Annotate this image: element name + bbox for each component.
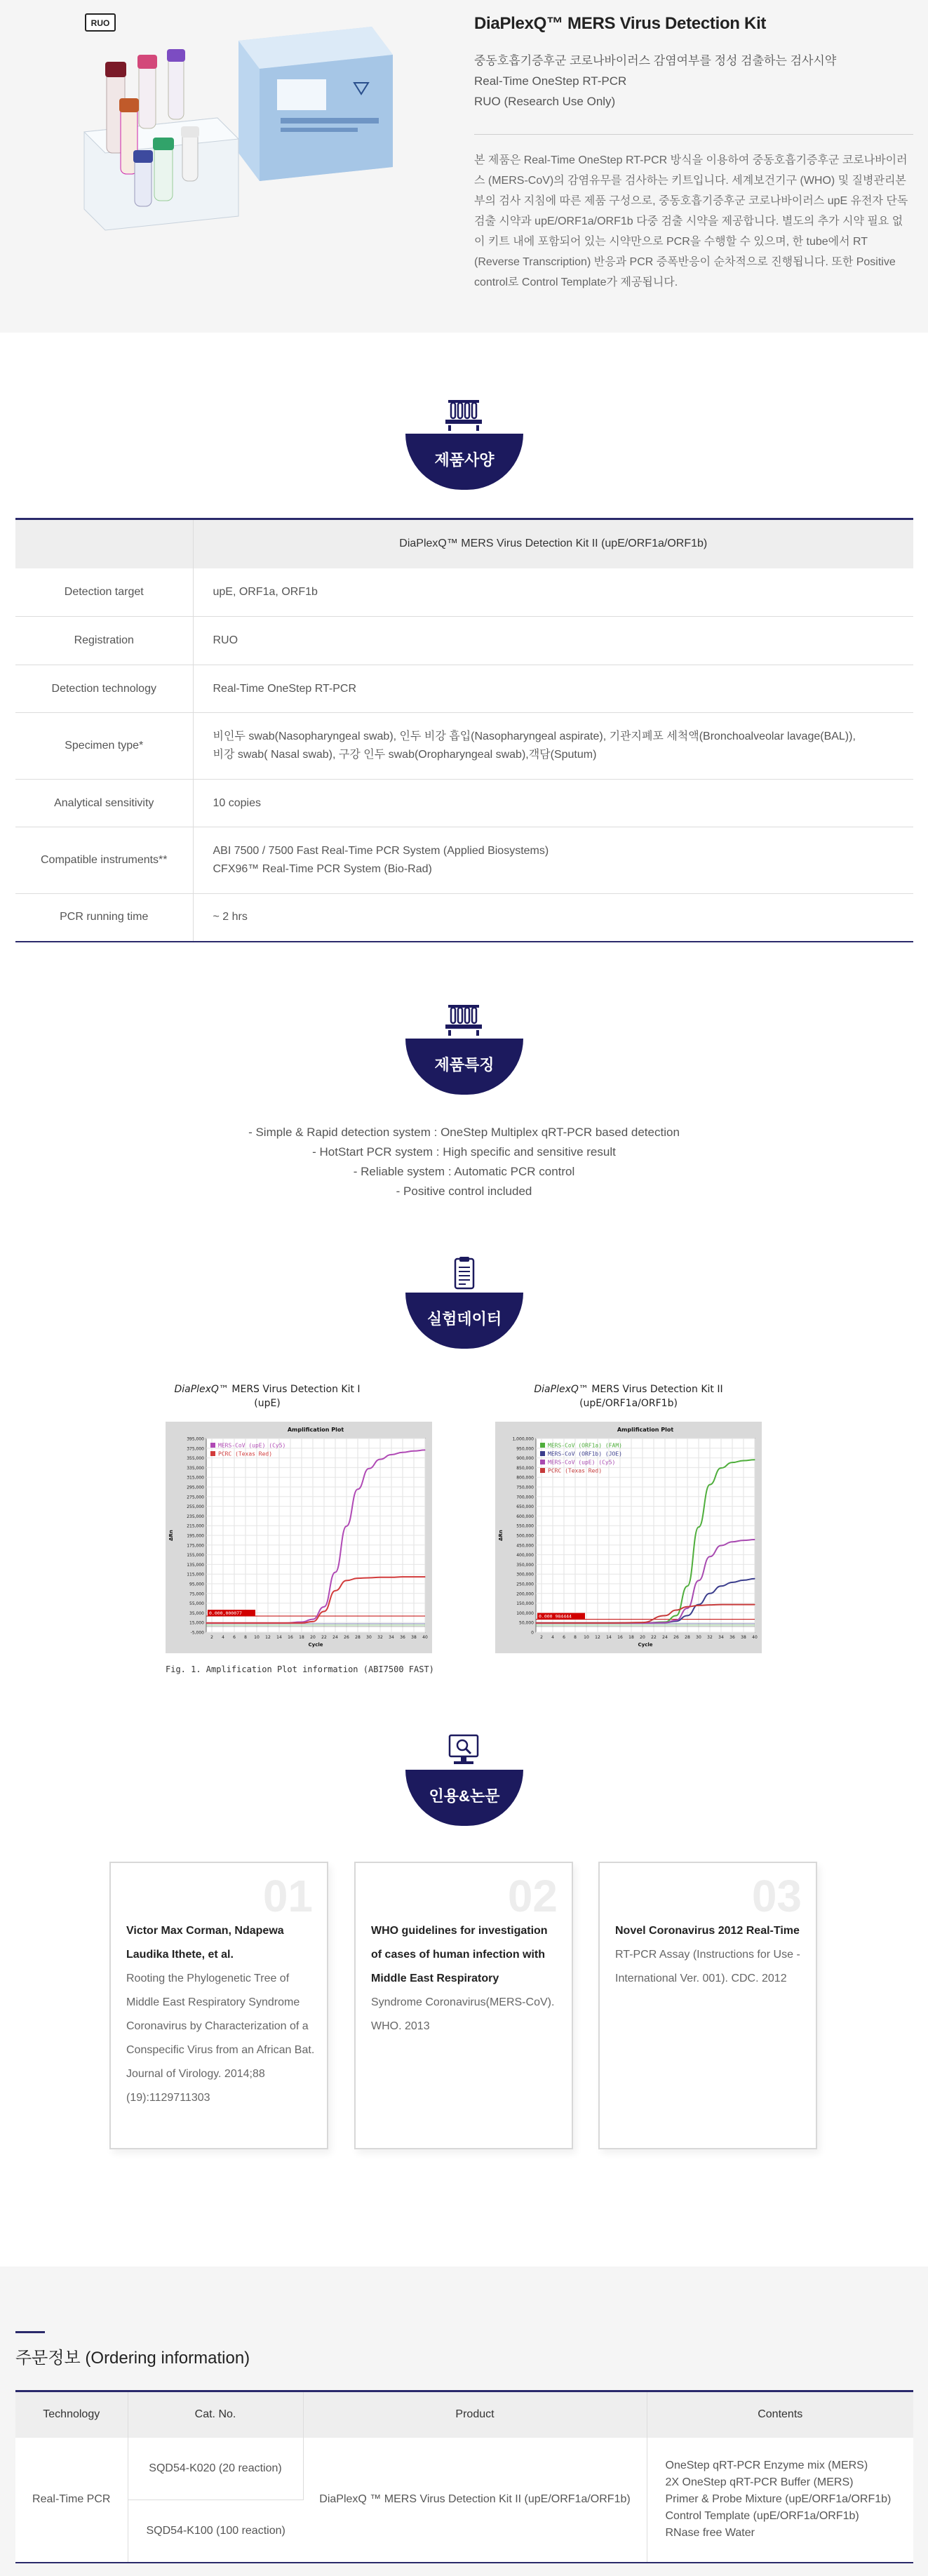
x-tick-label: 10 (584, 1635, 589, 1640)
y-tick-label: 295,000 (187, 1485, 204, 1490)
threshold-label: 0.000 984444 (539, 1613, 572, 1620)
section-title: 제품사양 (405, 434, 523, 490)
data-point (301, 1622, 302, 1623)
section-heading-data (0, 1256, 928, 1347)
paper-title: WHO guidelines for investigation of cases of human infection with Middle East Respiratory (371, 1925, 548, 1984)
table-header-row (15, 519, 913, 568)
row-value: ~ 2 hrs (193, 894, 913, 942)
y-tick-label: 155,000 (187, 1553, 204, 1559)
y-tick-label: 375,000 (187, 1446, 204, 1452)
data-point (754, 1539, 755, 1540)
x-tick-label: 20 (310, 1635, 316, 1640)
table-row (15, 713, 913, 780)
paper-detail: Rooting the Phylogenetic Tree of Middle East Respiratory Syndrome Coronavirus by Characterization of a Conspecific Virus from an African Bat. Journal of Virology. 2014;88 (19):1129711303 (126, 1973, 315, 2104)
data-point (368, 1577, 369, 1578)
plot-title: Amplification Plot (617, 1427, 674, 1433)
data-point (357, 1578, 358, 1579)
threshold-label: 0.000,000077 (209, 1610, 242, 1616)
data-point (698, 1605, 699, 1606)
content-item: Primer & Probe Mixture (upE/ORF1a/ORF1b) (665, 2493, 892, 2505)
x-tick-label: 20 (640, 1635, 645, 1640)
section-title: 실험데이터 (405, 1293, 523, 1349)
x-tick-label: 36 (400, 1635, 405, 1640)
ordering-table (15, 2390, 913, 2563)
table-row (15, 568, 913, 617)
x-tick-label: 30 (366, 1635, 372, 1640)
data-point (413, 1450, 414, 1451)
legend-swatch (540, 1451, 545, 1456)
subtitle-line: 중동호흡기증후군 코로나바이러스 감염여부를 정성 검출하는 검사시약 (474, 54, 837, 67)
y-tick-label: 1,000,000 (512, 1436, 534, 1442)
title-accent-bar (15, 2331, 45, 2333)
value-line: 비강 swab( Nasal swab), 구강 인두 swab(Oropharyngeal swab),객담(Sputum) (213, 749, 597, 761)
amplification-plot-kit-2 (495, 1422, 762, 1653)
technology-cell: Real-Time PCR (15, 2438, 128, 2563)
data-point (323, 1611, 324, 1612)
legend-label: PCRC (Texas Red) (218, 1450, 273, 1457)
table-header-cell: Cat. No. (128, 2391, 303, 2438)
table-row (15, 2438, 913, 2500)
y-tick-label: 75,000 (189, 1591, 204, 1597)
product-description: 본 제품은 Real-Time OneStep RT-PCR 방식을 이용하여 중동호흡기증후군 코로나바이러스 (MERS-CoV)의 감염유무를 검사하는 키트입니다. 세계보건기구 (WHO) 및 질병관리본부의 검사 지침에 따른 제품 구성으로, 중동호흡기증후군 코로나바이러스 upE 유전자 단독검출 시약과 upE/ORF1a/ORF1b 다중 검출 시약을 제공합니다. 별도의 추가 시약 필요 없이 키트 내에 포함되어 있는 시약만으로 PCR을 수행할 수 있으며, 한 tube에서 RT (Reverse Transcription) 반응과 PCR 증폭반응이 순차적으로 진행됩니다. 또한 Positive control로 Control Template가 제공됩니다. (474, 154, 908, 288)
data-point (743, 1604, 744, 1605)
data-point (402, 1452, 403, 1453)
data-point (754, 1604, 755, 1605)
y-tick-label: 500,000 (516, 1533, 534, 1539)
x-tick-label: 24 (332, 1635, 338, 1640)
row-value (193, 827, 913, 894)
x-tick-label: 22 (321, 1635, 327, 1640)
x-tick-label: 38 (741, 1635, 746, 1640)
table-header-cell: Product (303, 2391, 647, 2438)
x-tick-label: 16 (617, 1635, 623, 1640)
x-tick-label: 10 (254, 1635, 260, 1640)
y-tick-label: -5,000 (190, 1630, 204, 1636)
data-point (256, 1622, 257, 1623)
y-tick-label: 35,000 (189, 1610, 204, 1616)
divider (474, 134, 913, 135)
y-tick-label: 450,000 (516, 1543, 534, 1549)
data-point (709, 1556, 710, 1557)
table-row (15, 827, 913, 894)
y-axis-label: ΔRn (498, 1530, 504, 1541)
x-tick-label: 8 (574, 1635, 577, 1640)
y-tick-label: 335,000 (187, 1465, 204, 1471)
data-point (323, 1606, 324, 1607)
table-header-cell: Contents (647, 2391, 913, 2438)
magnifier-monitor-icon (444, 1733, 483, 1767)
y-tick-label: 50,000 (519, 1620, 534, 1626)
y-tick-label: 850,000 (516, 1465, 534, 1471)
paper-detail: RT-PCR Assay (Instructions for Use - International Ver. 001). CDC. 2012 (615, 1949, 800, 1984)
y-tick-label: 250,000 (516, 1582, 534, 1587)
row-value: Real-Time OneStep RT-PCR (193, 665, 913, 713)
card-number: 03 (751, 1871, 802, 1921)
row-label: Registration (15, 617, 193, 665)
y-tick-label: 0 (531, 1630, 534, 1636)
data-point (698, 1580, 699, 1581)
table-header-row (15, 2391, 913, 2438)
legend-label: MERS-CoV (upE) (Cy5) (218, 1442, 286, 1449)
cat-number-cell: SQD54-K020 (20 reaction) (128, 2438, 303, 2500)
y-tick-label: 175,000 (187, 1543, 204, 1549)
section-title: 제품특징 (405, 1039, 523, 1095)
y-tick-label: 355,000 (187, 1456, 204, 1462)
amplification-plot-kit-1 (166, 1422, 432, 1653)
data-point (368, 1468, 369, 1469)
content-item: OneStep qRT-PCR Enzyme mix (MERS) (665, 2460, 868, 2471)
table-row (15, 617, 913, 665)
row-label: Compatible instruments** (15, 827, 193, 894)
test-tube-rack-icon (444, 1002, 483, 1036)
paper-citation (615, 1919, 805, 1991)
y-tick-label: 750,000 (516, 1485, 534, 1490)
table-row (15, 665, 913, 713)
paper-card[interactable] (598, 1862, 817, 2149)
x-tick-label: 30 (696, 1635, 701, 1640)
legend-label: MERS-CoV (upE) (Cy5) (548, 1459, 616, 1466)
x-tick-label: 6 (233, 1635, 236, 1640)
y-tick-label: 950,000 (516, 1446, 534, 1452)
legend-swatch (540, 1460, 545, 1464)
x-tick-label: 12 (595, 1635, 600, 1640)
y-tick-label: 150,000 (516, 1601, 534, 1607)
data-point (664, 1622, 665, 1623)
y-tick-label: 100,000 (516, 1610, 534, 1616)
y-tick-label: 235,000 (187, 1514, 204, 1519)
legend-swatch (540, 1468, 545, 1473)
card-number: 02 (507, 1871, 558, 1921)
x-tick-label: 38 (411, 1635, 417, 1640)
data-point (312, 1619, 313, 1620)
data-point (312, 1621, 313, 1622)
feature-item: - HotStart PCR system : High specific and sensitive result (312, 1145, 616, 1159)
table-row (15, 894, 913, 942)
x-axis-label: Cycle (638, 1642, 653, 1648)
paper-card[interactable] (109, 1862, 328, 2149)
figure-caption: Fig. 1. Amplification Plot information (ABI7500 FAST) (166, 1664, 434, 1674)
row-label: Detection technology (15, 665, 193, 713)
legend-label: MERS-CoV (ORF1a) (FAM) (548, 1442, 622, 1449)
y-tick-label: 200,000 (516, 1591, 534, 1597)
data-point (720, 1604, 721, 1605)
row-label: Specimen type* (15, 713, 193, 780)
y-tick-label: 315,000 (187, 1475, 204, 1481)
data-point (720, 1586, 721, 1587)
data-point (720, 1467, 721, 1468)
x-axis-label: Cycle (308, 1642, 323, 1648)
data-point (698, 1527, 699, 1528)
paper-detail: Syndrome Coronavirus(MERS-CoV). WHO. 2013 (371, 1996, 555, 2032)
content-item: 2X OneStep qRT-PCR Buffer (MERS) (665, 2476, 854, 2488)
section-heading-papers (0, 1733, 928, 1824)
feature-item: - Simple & Rapid detection system : OneStep Multiplex qRT-PCR based detection (248, 1126, 680, 1139)
data-point (346, 1580, 347, 1581)
x-tick-label: 28 (685, 1635, 690, 1640)
product-summary (474, 14, 913, 293)
y-tick-label: 55,000 (189, 1601, 204, 1607)
section-heading-spec (0, 397, 928, 488)
table-header-cell: DiaPlexQ™ MERS Virus Detection Kit II (upE/ORF1a/ORF1b) (193, 519, 913, 568)
feature-item: - Positive control included (396, 1184, 532, 1198)
x-tick-label: 24 (662, 1635, 668, 1640)
x-tick-label: 34 (389, 1635, 394, 1640)
y-tick-label: 135,000 (187, 1562, 204, 1568)
y-tick-label: 215,000 (187, 1523, 204, 1529)
y-axis-label: ΔRn (168, 1530, 174, 1541)
x-tick-label: 4 (551, 1635, 554, 1640)
legend-label: MERS-CoV (ORF1b) (JOE) (548, 1450, 622, 1457)
value-line: 비인두 swab(Nasopharyngeal swab), 인두 비강 흡입(Nasopharyngeal aspirate), 기관지폐포 세척액(Bronchoalveolar lavage(BAL)), (213, 730, 856, 742)
paper-citation (126, 1919, 316, 2110)
row-value: upE, ORF1a, ORF1b (193, 568, 913, 617)
legend-swatch (540, 1443, 545, 1448)
x-tick-label: 32 (707, 1635, 713, 1640)
subtitle-line: Real-Time OneStep RT-PCR (474, 74, 627, 88)
y-tick-label: 600,000 (516, 1514, 534, 1519)
data-point (743, 1460, 744, 1461)
y-tick-label: 95,000 (189, 1582, 204, 1587)
spec-table (15, 518, 913, 942)
data-point (709, 1604, 710, 1605)
x-tick-label: 34 (718, 1635, 724, 1640)
feature-item: - Reliable system : Automatic PCR control (353, 1165, 575, 1178)
x-tick-label: 40 (422, 1635, 428, 1640)
data-point (675, 1615, 676, 1616)
x-tick-label: 2 (540, 1635, 543, 1640)
product-cell: DiaPlexQ ™ MERS Virus Detection Kit II (upE/ORF1a/ORF1b) (303, 2438, 647, 2563)
x-tick-label: 22 (651, 1635, 657, 1640)
test-tube-rack-icon (444, 397, 483, 431)
content-item: Control Template (upE/ORF1a/ORF1b) (665, 2510, 859, 2522)
y-tick-label: 395,000 (187, 1436, 204, 1442)
paper-card[interactable] (354, 1862, 573, 2149)
y-tick-label: 800,000 (516, 1475, 534, 1481)
plot-title: Amplification Plot (287, 1427, 344, 1433)
clipboard-icon (444, 1256, 483, 1290)
y-tick-label: 195,000 (187, 1533, 204, 1539)
contents-cell (647, 2438, 913, 2563)
x-tick-label: 4 (222, 1635, 224, 1640)
data-point (284, 1622, 285, 1623)
row-label: PCR running time (15, 894, 193, 942)
x-tick-label: 18 (628, 1635, 634, 1640)
x-tick-label: 16 (288, 1635, 293, 1640)
value-line: CFX96™ Real-Time PCR System (Bio-Rad) (213, 863, 432, 875)
row-label: Analytical sensitivity (15, 780, 193, 827)
product-subtitle (474, 51, 913, 112)
ruo-badge: RUO (90, 18, 110, 28)
data-point (379, 1459, 380, 1460)
data-point (664, 1615, 665, 1616)
y-tick-label: 650,000 (516, 1504, 534, 1510)
row-value: 10 copies (193, 780, 913, 827)
paper-title: Novel Coronavirus 2012 Real-Time (615, 1925, 800, 1937)
y-tick-label: 350,000 (516, 1562, 534, 1568)
data-point (754, 1578, 755, 1579)
y-tick-label: 115,000 (187, 1572, 204, 1577)
product-title: DiaPlexQ™ MERS Virus Detection Kit (474, 14, 767, 33)
table-header-cell (15, 519, 193, 568)
card-number: 01 (262, 1871, 313, 1921)
paper-citation (371, 1919, 560, 2038)
legend-label: PCRC (Texas Red) (548, 1467, 603, 1474)
row-label: Detection target (15, 568, 193, 617)
y-tick-label: 400,000 (516, 1553, 534, 1559)
x-tick-label: 14 (276, 1635, 282, 1640)
section-heading-features (0, 1002, 928, 1093)
data-point (357, 1489, 358, 1490)
product-image (77, 13, 414, 237)
cat-number-cell: SQD54-K100 (100 reaction) (128, 2500, 303, 2563)
value-line: ABI 7500 / 7500 Fast Real-Time PCR System (Applied Biosystems) (213, 845, 549, 857)
data-point (709, 1484, 710, 1485)
y-tick-label: 15,000 (189, 1620, 204, 1626)
x-tick-label: 26 (344, 1635, 349, 1640)
subtitle-line: RUO (Research Use Only) (474, 95, 616, 108)
ordering-section (0, 2267, 928, 2576)
x-tick-label: 28 (355, 1635, 361, 1640)
x-tick-label: 36 (729, 1635, 735, 1640)
chart-title: DiaPlexQ™ MERS Virus Detection Kit I (upE) (174, 1384, 361, 1409)
y-tick-label: 700,000 (516, 1495, 534, 1500)
data-point (709, 1593, 710, 1594)
x-tick-label: 32 (377, 1635, 383, 1640)
product-hero (0, 0, 928, 333)
x-tick-label: 6 (563, 1635, 565, 1640)
content-item: RNase free Water (665, 2527, 755, 2539)
paper-title: Victor Max Corman, Ndapewa Laudika Ithete, et al. (126, 1925, 284, 1961)
ordering-title: 주문정보 (Ordering information) (15, 2349, 250, 2368)
data-point (720, 1545, 721, 1546)
x-tick-label: 40 (752, 1635, 758, 1640)
y-tick-label: 255,000 (187, 1504, 204, 1510)
data-point (535, 1622, 536, 1623)
x-tick-label: 8 (244, 1635, 247, 1640)
x-tick-label: 12 (265, 1635, 271, 1640)
legend-swatch (210, 1443, 215, 1448)
chart-title: DiaPlexQ™ MERS Virus Detection Kit II (upE/ORF1a/ORF1b) (534, 1384, 723, 1409)
y-tick-label: 550,000 (516, 1523, 534, 1529)
feature-list (0, 1123, 928, 1201)
section-title: 인용&논문 (405, 1770, 523, 1826)
x-tick-label: 18 (299, 1635, 304, 1640)
y-tick-label: 300,000 (516, 1572, 534, 1577)
row-value (193, 713, 913, 780)
y-tick-label: 275,000 (187, 1495, 204, 1500)
x-tick-label: 26 (673, 1635, 679, 1640)
data-point (228, 1622, 229, 1623)
table-header-cell: Technology (15, 2391, 128, 2438)
x-tick-label: 14 (606, 1635, 612, 1640)
legend-swatch (210, 1451, 215, 1456)
y-tick-label: 900,000 (516, 1456, 534, 1462)
row-value: RUO (193, 617, 913, 665)
x-tick-label: 2 (210, 1635, 213, 1640)
table-row (15, 780, 913, 827)
